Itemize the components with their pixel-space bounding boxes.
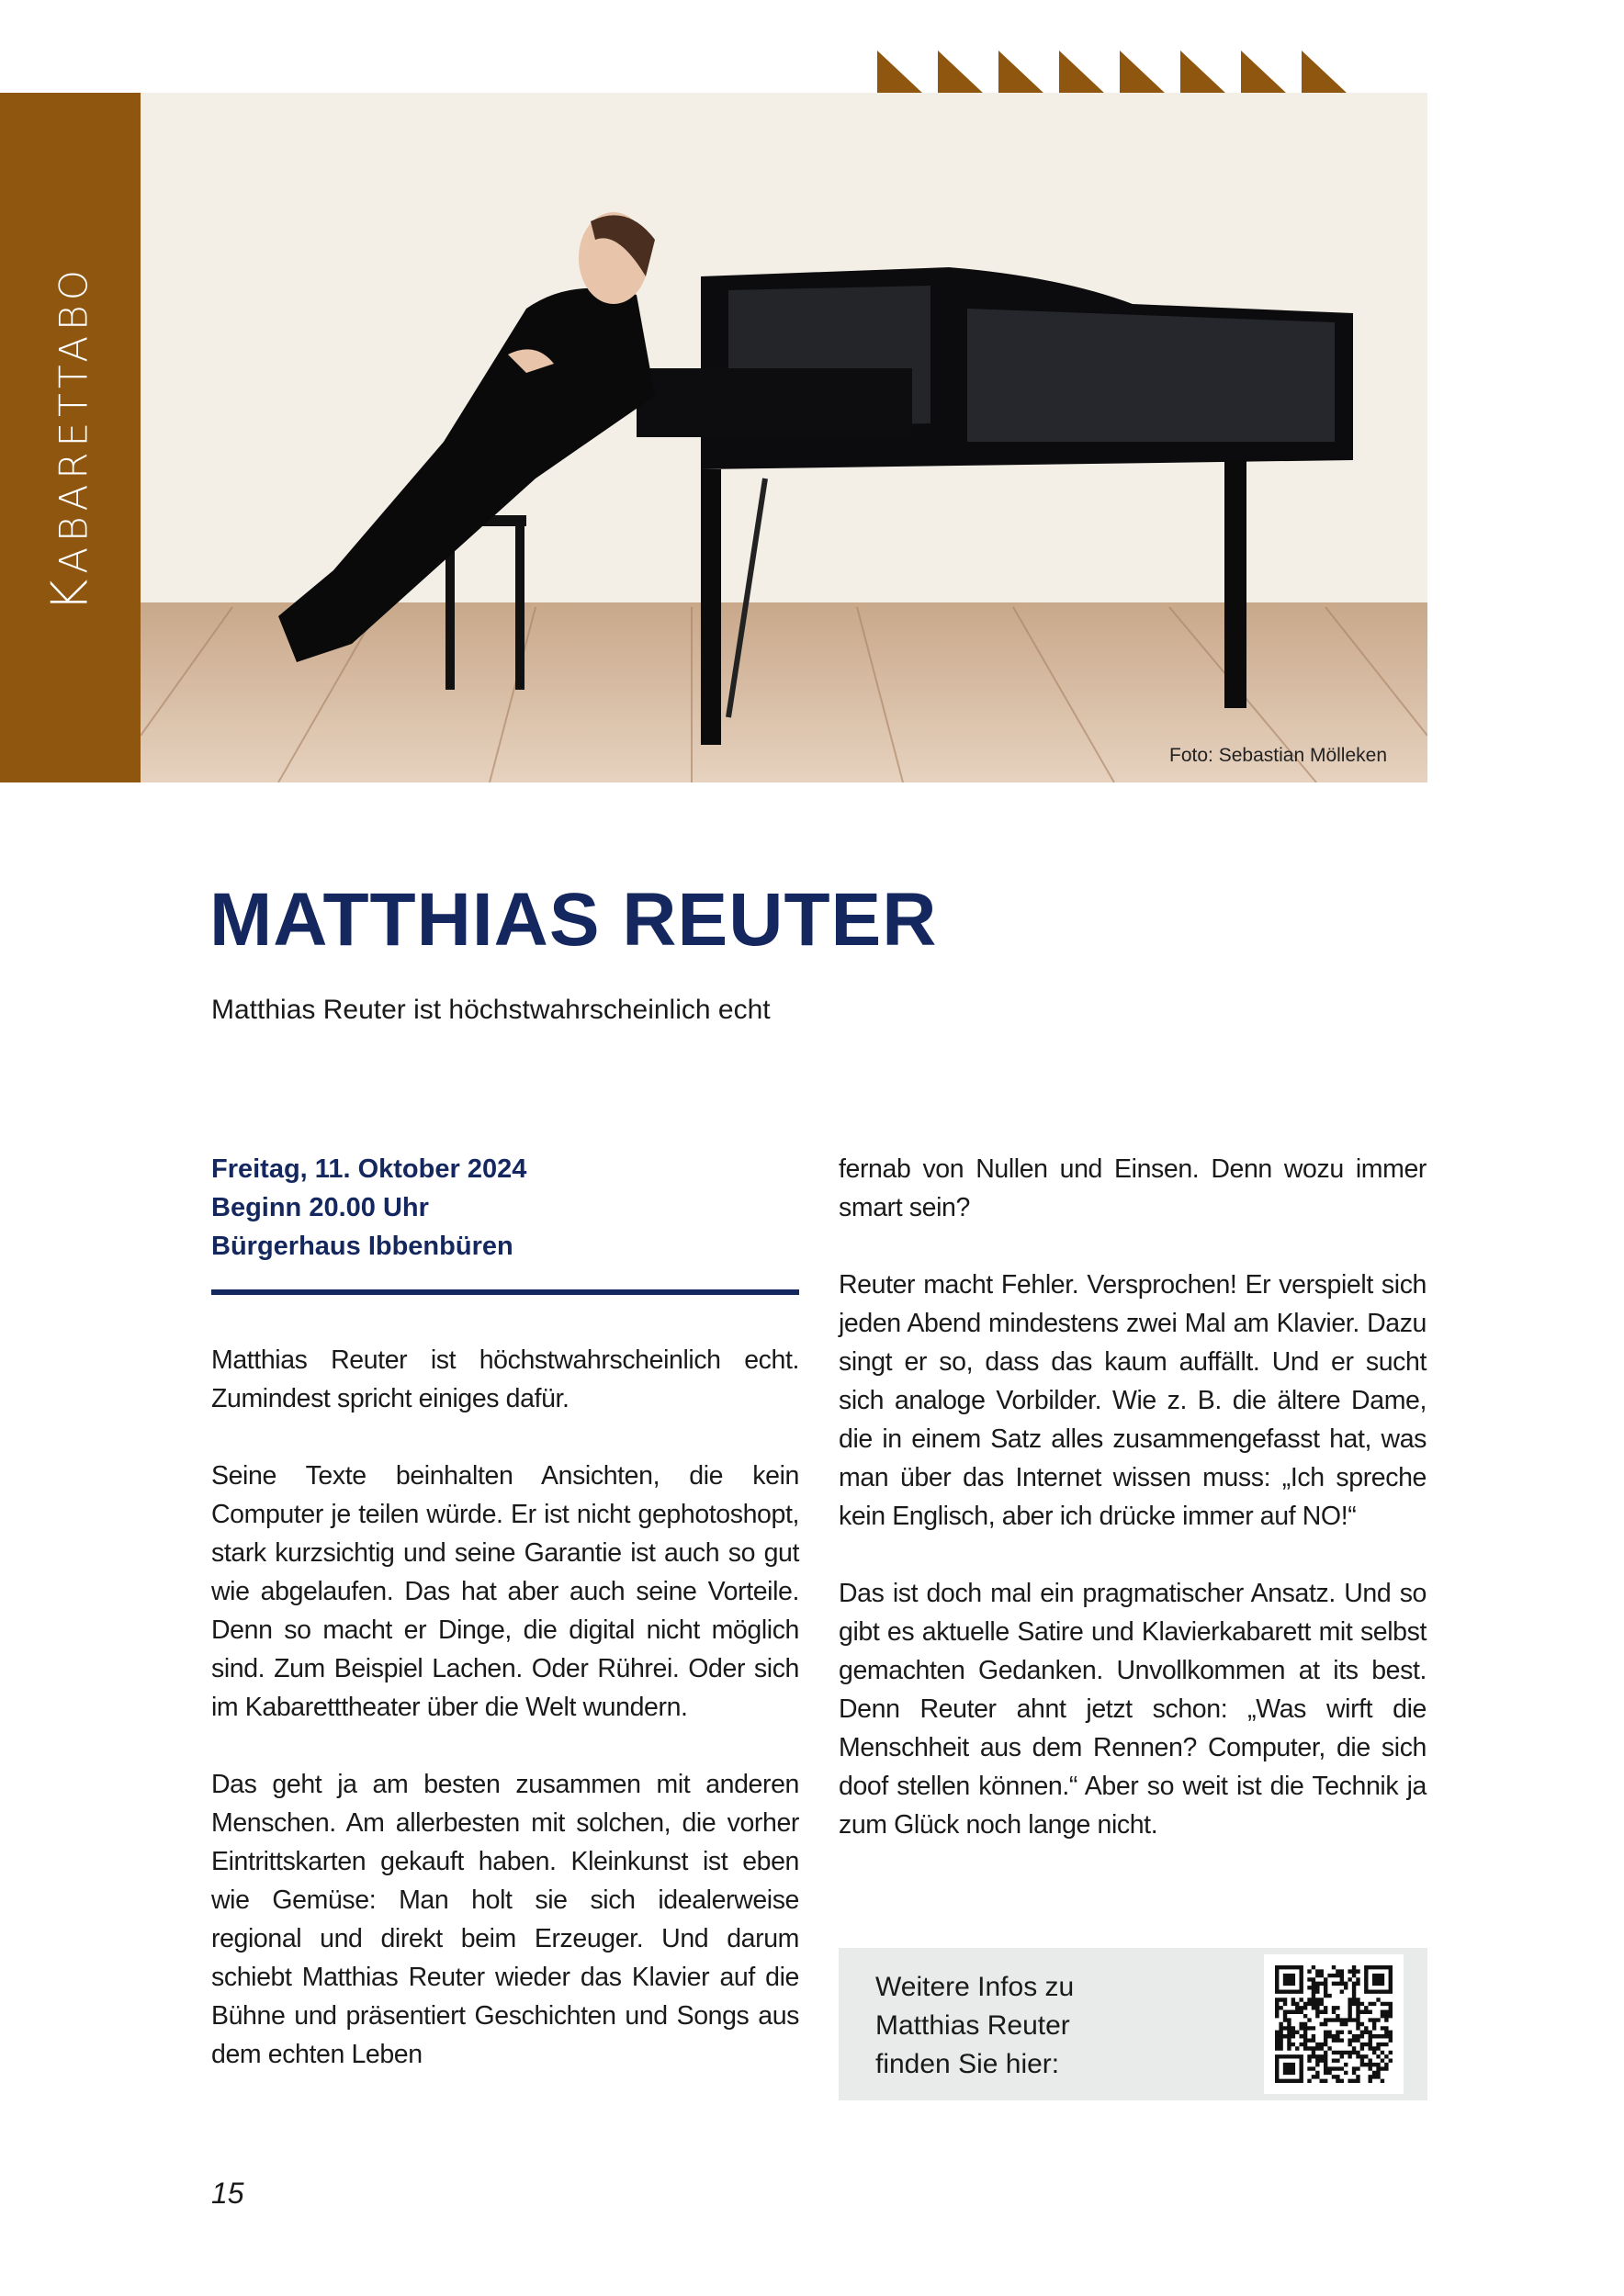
qr-modules <box>1275 1965 1393 2083</box>
section-label <box>41 264 99 612</box>
divider <box>211 1289 799 1295</box>
info-line: finden Sie hier: <box>875 2049 1060 2079</box>
body-paragraph: Matthias Reuter ist höchstwahrscheinlich echt. Zumindest spricht einiges dafür. <box>211 1345 799 1413</box>
body-paragraph: Das geht ja am besten zusammen mit anderen Menschen. Am allerbesten mit solchen, die vorher Eintrittskarten gekauft haben. Kleinkunst ist eben wie Gemüse: Man holt sie sich idealerweise regional und direkt beim Erzeuger. Und darum schiebt Matthias Reuter wieder das Klavier auf die Bühne und präsentiert Geschichten und Songs aus dem echten Leben <box>211 1770 799 2069</box>
body-paragraph: fernab von Nullen und Einsen. Denn wozu immer smart sein? <box>839 1154 1427 1222</box>
info-line: Matthias Reuter <box>875 2010 1070 2041</box>
section-label-initial: K <box>40 573 99 612</box>
event-venue: Bürgerhaus Ibbenbüren <box>211 1232 513 1261</box>
page-number: 15 <box>211 2177 244 2210</box>
body-paragraph: Das ist doch mal ein pragmatischer Ansatz. Und so gibt es aktuelle Satire und Klavierkabarett mit selbst gemachten Gedanken. Unvollkommen at its best. Denn Reuter ahnt jetzt schon: „Was wirft die Menschheit aus dem Rennen? Computer, die sich doof stellen können.“ Aber so weit ist die Technik ja zum Glück noch lange nicht. <box>839 1579 1427 1840</box>
section-sidebar <box>0 93 141 782</box>
event-time: Beginn 20.00 Uhr <box>211 1193 429 1222</box>
page-subtitle: Matthias Reuter ist höchstwahrscheinlich echt <box>211 995 771 1025</box>
right-column <box>839 1150 1427 1883</box>
event-date: Freitag, 11. Oktober 2024 <box>211 1154 527 1184</box>
qr-code-icon <box>1275 1965 1393 2083</box>
info-line: Weitere Infos zu <box>875 1972 1075 2002</box>
body-paragraph: Reuter macht Fehler. Versprochen! Er verspielt sich jeden Abend mindestens zwei Mal am Klavier. Dazu singt er so, dass das kaum auffällt. Und er sucht sich analoge Vorbilder. Wie z. B. die ältere Dame, die in einem Satz alles zusammengefasst hat, was man über das Internet wissen muss: „Ich spreche kein Englisch, aber ich drücke immer auf NO!“ <box>839 1270 1427 1531</box>
photo-credit: Foto: Sebastian Mölleken <box>1169 745 1387 766</box>
body-paragraph: Seine Texte beinhalten Ansichten, die kein Computer je teilen würde. Er ist nicht gephotoshopt, stark kurzsichtig und seine Garantie ist auch so gut wie abgelaufen. Das hat aber auch seine Vorteile. Denn so macht er Dinge, die digital nicht möglich sind. Zum Beispiel Lachen. Oder Rührei. Oder sich im Kabaretttheater über die Welt wundern. <box>211 1461 799 1722</box>
section-label-rest: ABARETTABO <box>51 264 96 574</box>
artist-photo <box>141 93 1427 782</box>
qr-code[interactable] <box>1264 1954 1404 2094</box>
photo-illustration <box>141 93 1427 782</box>
more-info-box <box>839 1948 1427 2100</box>
page-title: MATTHIAS REUTER <box>209 878 938 962</box>
more-info-text <box>875 1968 1074 2084</box>
left-column <box>211 1150 799 2112</box>
event-details <box>211 1150 799 1266</box>
